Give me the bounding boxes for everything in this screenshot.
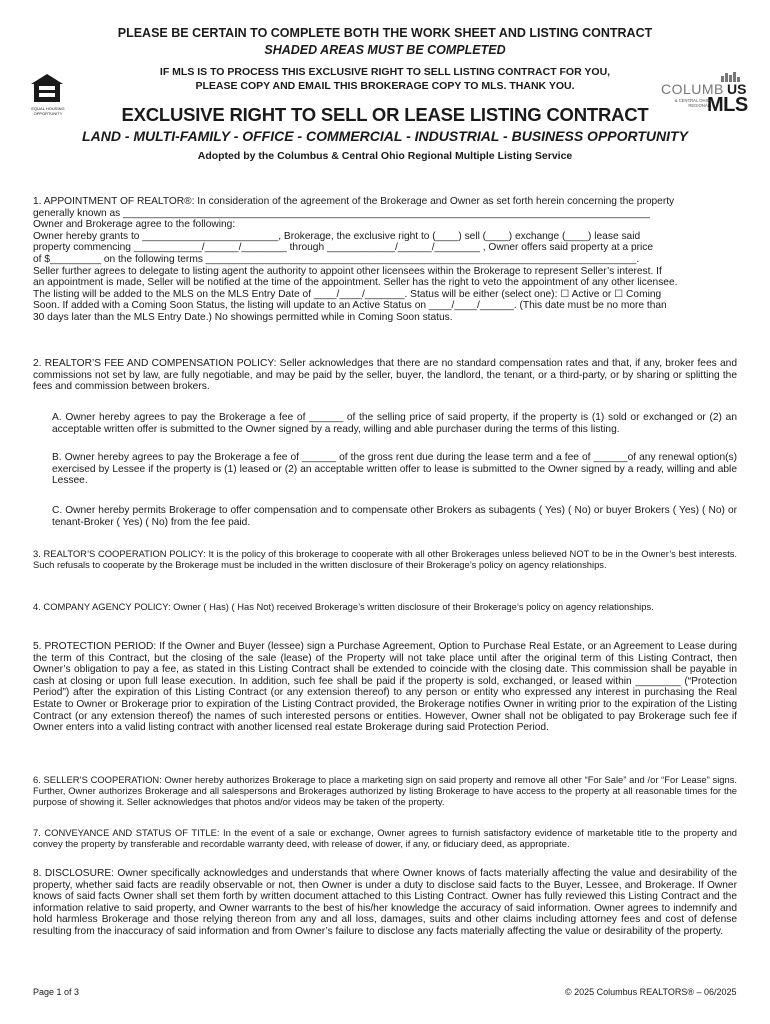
section-disclosure: 8. DISCLOSURE: Owner specifically acknowledges and understands that where Owner knows of facts materially affecting the value and desirability of the property, whether said facts are readily observable or not, then Owner is under a duty to disclose said facts to the Buyer, Lessee, and Brokerage. If Owner knows of said facts Owner shall set them forth by written document attached to this Listing Contract. Owner has fully reviewed this Listing Contract and the information relative to said property, and Owner warrants to the best of his/her knowledge the accuracy of said information. Owner agrees to indemnify and hold harmless Brokerage and those relying thereon from any and all loss, damages, suits and other claims including attorney fees and cost of defense resulting from the inaccuracy of said information and from Owner’s failure to disclose any facts materially affecting the value or desirability of the property. bbox=[33, 868, 737, 937]
section-line: Seller further agrees to delegate to listing agent the authority to appoint other licensees within the Brokerage to represent Seller’s interest. If bbox=[33, 265, 662, 277]
section-line: property commencing ____________/______/________ through ____________/______/________ , Owner offers said property at a price bbox=[33, 242, 654, 254]
section-line: Owner hereby grants to ________________________, Brokerage, the exclusive right to (____) sell (____) exchange (____) lease said bbox=[33, 230, 641, 242]
section-line: an appointment is made, Seller will be notified at the time of the appointment. Seller has the right to veto the appointment of any other licensee. bbox=[33, 277, 678, 289]
section-line: 1. APPOINTMENT OF REALTOR®: In consideration of the agreement of the Brokerage and Owner as set forth herein concerning the property bbox=[33, 196, 675, 207]
section-fee-policy: 2. REALTOR’S FEE AND COMPENSATION POLICY: Seller acknowledges that there are no standard compensation rates and that, if any, broker fees and commissions not set by law, are fully negotiable, and may be paid by the seller, buyer, the landlord, the tenant, or a third-party, or by sharing or splitting the fees and commission between brokers. bbox=[33, 358, 737, 393]
section-agency-policy: 4. COMPANY AGENCY POLICY: Owner ( Has) ( Has Not) received Brokerage’s written disclosure of their Brokerage’s policy on agency relationships. bbox=[33, 601, 654, 612]
contract-subtitle: LAND - MULTI-FAMILY - OFFICE - COMMERCIAL - INDUSTRIAL - BUSINESS OPPORTUNITY bbox=[82, 128, 688, 144]
contract-title: EXCLUSIVE RIGHT TO SELL OR LEASE LISTING CONTRACT bbox=[121, 104, 649, 125]
section-line: Soon. If added with a Coming Soon Status, the listing will update to an Active Status on ____/____/______. (This date must be no more than bbox=[33, 300, 667, 312]
logo-region-text: & CENTRAL OHIO REGIONAL bbox=[674, 98, 710, 108]
clause-a-sale-fee: A. Owner hereby agrees to pay the Brokerage a fee of ______ of the selling price of said property, if the property is (1) sold or exchanged or (2) an acceptable written offer is submitted to the Owner signed by a ready, willing and able purchaser during the terms of this listing. bbox=[52, 412, 737, 435]
section-cooperation-policy: 3. REALTOR’S COOPERATION POLICY: It is the policy of this brokerage to cooperate with all other Brokerages unless believed NOT to be in the Owner’s best interests. Such refusals to cooperate by the Brokerage must be included in the written disclosure of their Brokerage’s policy on agency relationships. bbox=[33, 548, 737, 571]
section-line: The listing will be added to the MLS on the MLS Entry Date of ____/____/_______. Status will be either (select one): ☐ Active or ☐ Coming bbox=[33, 288, 662, 300]
section-seller-cooperation: 6. SELLER’S COOPERATION: Owner hereby authorizes Brokerage to place a marketing sign on said property and remove all other “For Sale” and /or “For Lease” signs. Further, Owner authorizes Brokerage and all salespersons and Brokerages authorized by listing Brokerage to have access to the property at all reasonable times for the purpose of showing it. Seller acknowledges that photos and/or videos may be taken of the property. bbox=[33, 774, 737, 808]
section-protection-period: 5. PROTECTION PERIOD: If the Owner and Buyer (lessee) sign a Purchase Agreement, Option to Purchase Real Estate, or an Agreement to Lease during the term of this Contract, but the closing of the sale (lease) of the Property will not take place until after the original term of this Listing Contract, then Owner’s obligation to pay a fee, as stated in this Listing Contract shall be extended to coincide with the closing date. This commission shall be payable in cash at closing or upon full lease execution. In addition, such fee shall be paid if the property is sold, exchanged, or leased within ________ (“Protection Period”) after the expiration of this Listing Contract (or any extension thereof) to any person or entity who expressed any interest in purchasing the Real Estate to Owner or Brokerage prior to expiration of the Listing Contract provided, the Brokerage notifies Owner in writing prior to the expiration of the Listing Contract (or any extension thereof) the names of such interested persons or entities. However, Owner shall not be obligated to pay Brokerage such fee if Owner enters into a valid listing contract with another licensed real estate Brokerage during said Protection Period. bbox=[33, 641, 737, 734]
logo-us-text: US bbox=[727, 81, 747, 97]
adoption-statement: Adopted by the Columbus & Central Ohio Regional Multiple Listing Service bbox=[197, 150, 573, 162]
instruction-heading: PLEASE BE CERTAIN TO COMPLETE BOTH THE WORK SHEET AND LISTING CONTRACT bbox=[117, 26, 653, 40]
section-appointment bbox=[33, 196, 737, 324]
logo-columb-text: COLUMB bbox=[661, 81, 724, 97]
equal-housing-caption: EQUAL HOUSING OPPORTUNITY bbox=[31, 106, 65, 116]
section-conveyance: 7. CONVEYANCE AND STATUS OF TITLE: In the event of a sale or exchange, Owner agrees to furnish satisfactory evidence of marketable title to the property and convey the property by transferable and recordable warranty deed, with release of dower, if any, or fiduciary deed, as appropriate. bbox=[33, 827, 737, 850]
logo-mls-text: MLS bbox=[707, 94, 748, 116]
section-line: generally known as _____________________________________________________________________________________________ bbox=[33, 207, 650, 219]
section-line: Owner and Brokerage agree to the following: bbox=[33, 219, 236, 231]
clause-b-lease-fee: B. Owner hereby agrees to pay the Brokerage a fee of ______ of the gross rent due during the lease term and a fee of ______of any renewal option(s) exercised by Lessee if the property is (1) leased or (2) an acceptable written offer to lease is submitted to the Owner signed by a ready, willing and able Lessee. bbox=[52, 452, 737, 487]
copyright-notice: © 2025 Columbus REALTORS® – 06/2025 bbox=[565, 987, 737, 997]
page-number: Page 1 of 3 bbox=[33, 987, 80, 997]
house-icon bbox=[30, 72, 64, 106]
clause-c-compensation: C. Owner hereby permits Brokerage to offer compensation and to compensate other Brokers as subagents ( Yes) ( No) or buyer Brokers ( Yes) ( No) or tenant-Broker ( Yes) ( No) from the fee paid. bbox=[52, 505, 737, 528]
mls-instruction-line-2: PLEASE COPY AND EMAIL THIS BROKERAGE COPY TO MLS. THANK YOU. bbox=[195, 80, 575, 92]
shaded-areas-notice: SHADED AREAS MUST BE COMPLETED bbox=[264, 43, 506, 57]
mls-instruction-line-1: IF MLS IS TO PROCESS THIS EXCLUSIVE RIGHT TO SELL LISTING CONTRACT FOR YOU, bbox=[159, 66, 611, 78]
section-line: 30 days later than the MLS Entry Date.) No showings permitted while in Coming Soon status. bbox=[33, 311, 453, 323]
section-line: of $_________ on the following terms ____________________________________________________________________________. bbox=[33, 253, 640, 265]
